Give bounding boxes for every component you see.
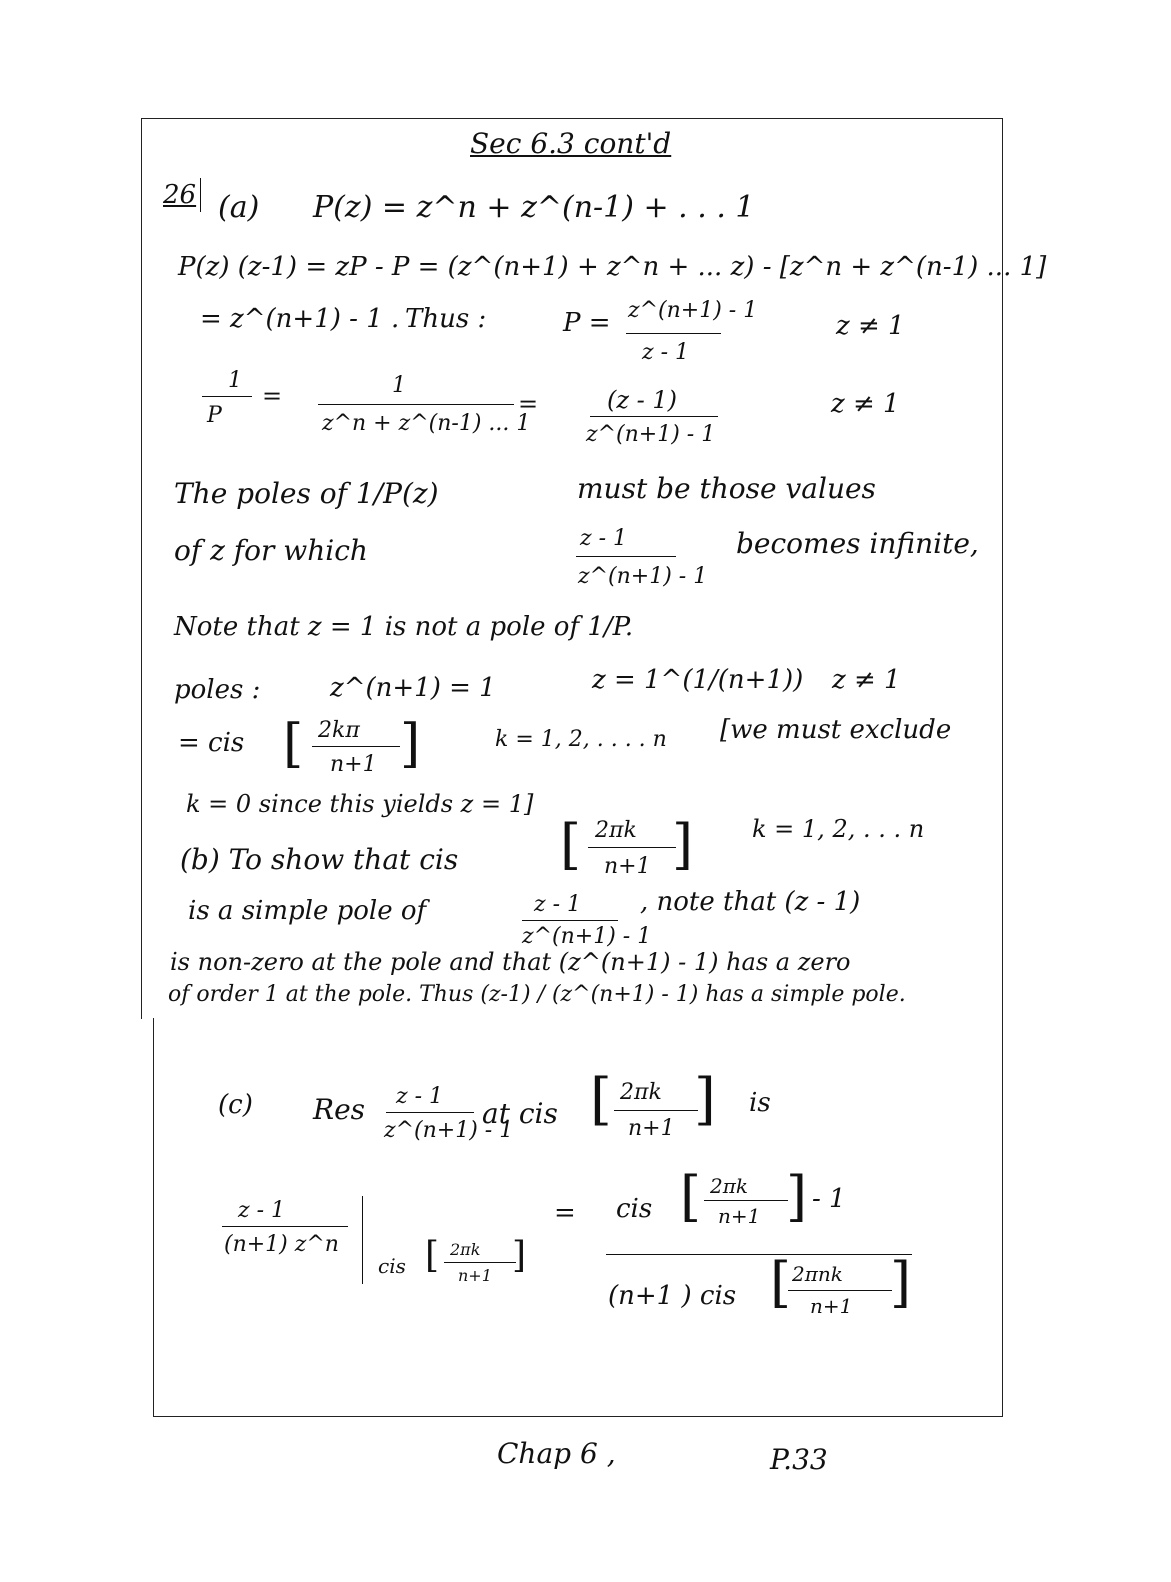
part-c-fraction-bar — [386, 1112, 474, 1113]
rhs-numerator-inner-bar — [704, 1200, 788, 1201]
reciprocal-numerator: 1 — [228, 368, 242, 393]
section-title: Sec 6.3 cont'd — [470, 127, 672, 160]
part-c-fraction-numerator: z - 1 — [396, 1084, 444, 1109]
p-fraction-denominator: z - 1 — [642, 340, 690, 365]
rhs-numerator-inner-denominator: n+1 — [718, 1204, 761, 1228]
part-b-fraction-numerator: z - 1 — [534, 892, 582, 917]
thus-label: Thus : — [405, 304, 487, 334]
evaluation-numerator: 2πk — [450, 1240, 481, 1259]
equals-sign-2: = — [518, 390, 539, 418]
poles-text-2a: of z for which — [174, 534, 368, 567]
equals-sign-1: = — [262, 382, 283, 410]
poles-label: poles : — [174, 675, 261, 705]
part-a-definition: P(z) = z^n + z^(n-1) + . . . 1 — [313, 190, 755, 225]
condition-z-ne-1-first: z ≠ 1 — [836, 311, 905, 341]
part-c-fraction-denominator: z^(n+1) - 1 — [384, 1118, 514, 1143]
cis-numerator: 2kπ — [318, 718, 360, 743]
cis-bracket-close: ] — [400, 714, 421, 774]
reciprocal-bar — [202, 396, 252, 397]
part-c-cis-bar — [614, 1110, 698, 1111]
problem-number: 26 — [163, 180, 197, 210]
evaluation-cis: cis — [378, 1254, 406, 1278]
part-c-at-cis: at cis — [482, 1097, 558, 1130]
reciprocal-denominator: P — [207, 403, 222, 428]
lhs-fraction-bar — [222, 1226, 348, 1227]
rhs-denominator-inner-denominator: n+1 — [810, 1294, 853, 1318]
part-b-cis-numerator: 2πk — [595, 818, 637, 843]
fraction2-bar — [318, 404, 514, 405]
condition-z-ne-1-third: z ≠ 1 — [832, 665, 901, 695]
part-b-cis-bar — [588, 847, 676, 848]
condition-z-ne-1-second: z ≠ 1 — [831, 389, 900, 419]
part-b-line4: of order 1 at the pole. Thus (z-1) / (z^(n+1) - 1) has a simple pole. — [168, 982, 906, 1007]
p-fraction-bar — [626, 333, 721, 334]
lhs-denominator: (n+1) z^n — [224, 1232, 339, 1257]
fraction3-denominator: z^(n+1) - 1 — [586, 422, 716, 447]
fraction3-numerator: (z - 1) — [607, 386, 678, 414]
part-b-line2b: , note that (z - 1) — [640, 887, 861, 917]
cis-denominator: n+1 — [330, 752, 377, 777]
exclude-text-1: [we must exclude — [720, 715, 952, 745]
part-b-cis-denominator: n+1 — [604, 854, 651, 879]
rhs-numerator-minus-one: - 1 — [812, 1184, 846, 1214]
cis-bar — [312, 746, 400, 747]
part-a-line3: = z^(n+1) - 1 . — [200, 304, 400, 334]
rhs-denominator-bracket-open: [ — [770, 1251, 792, 1314]
part-b-fraction-denominator: z^(n+1) - 1 — [522, 924, 652, 949]
fraction3-bar — [590, 416, 718, 417]
fraction2-numerator: 1 — [392, 373, 406, 398]
poles-text-1a: The poles of 1/P(z) — [174, 477, 439, 510]
part-b-fraction-bar — [522, 920, 618, 921]
part-a-label: (a) — [218, 190, 260, 225]
rhs-numerator-bracket-open: [ — [680, 1165, 702, 1228]
rhs-main-fraction-bar — [606, 1254, 912, 1255]
part-c-bracket-open: [ — [590, 1067, 612, 1132]
part-c-is: is — [749, 1088, 771, 1118]
part-c-cis-denominator: n+1 — [628, 1116, 675, 1141]
rhs-denominator-inner-bar — [788, 1290, 892, 1291]
rhs-denominator-inner-numerator: 2πnk — [792, 1262, 843, 1286]
fraction4-numerator: z - 1 — [580, 526, 628, 551]
part-c-bracket-close: ] — [694, 1067, 716, 1132]
rhs-numerator-bracket-close: ] — [786, 1165, 808, 1228]
evaluation-bracket-close: ] — [512, 1235, 527, 1276]
evaluation-bar — [362, 1196, 363, 1284]
part-b-line3: is non-zero at the pole and that (z^(n+1) - 1) has a zero — [170, 948, 851, 976]
rhs-numerator-inner-numerator: 2πk — [710, 1174, 748, 1198]
p-equals: P = — [563, 308, 611, 338]
poles-equation: z^(n+1) = 1 — [330, 673, 496, 703]
page-number: P.33 — [770, 1443, 828, 1476]
evaluation-denominator: n+1 — [458, 1266, 492, 1285]
evaluation-cis-bar — [444, 1262, 516, 1263]
fraction4-denominator: z^(n+1) - 1 — [578, 564, 708, 589]
rhs-denominator-bracket-close: ] — [890, 1251, 912, 1314]
note-line: Note that z = 1 is not a pole of 1/P. — [174, 612, 634, 642]
part-b-line1: (b) To show that cis — [180, 843, 459, 876]
rhs-numerator-cis: cis — [616, 1194, 653, 1224]
poles-text-2b: becomes infinite, — [736, 527, 979, 560]
lhs-numerator: z - 1 — [238, 1198, 286, 1223]
residue-label: Res — [313, 1093, 366, 1126]
part-b-bracket-open: [ — [560, 813, 582, 876]
fraction4-bar — [576, 556, 676, 557]
part-c-cis-numerator: 2πk — [620, 1080, 662, 1105]
part-b-line2a: is a simple pole of — [188, 896, 427, 926]
evaluation-bracket-open: [ — [425, 1235, 440, 1276]
part-c-equals: = — [554, 1198, 576, 1228]
z-equals-root: z = 1^(1/(n+1)) — [592, 665, 804, 695]
fraction2-denominator: z^n + z^(n-1) ... 1 — [322, 411, 531, 436]
part-c-label: (c) — [218, 1090, 253, 1120]
poles-text-1b: must be those values — [577, 472, 876, 505]
p-fraction-numerator: z^(n+1) - 1 — [628, 298, 758, 323]
part-b-k-range: k = 1, 2, . . . n — [752, 815, 925, 843]
rhs-denominator-head: (n+1 ) cis — [608, 1281, 737, 1311]
cis-equals: = cis — [178, 728, 245, 758]
chapter-label: Chap 6 , — [497, 1437, 616, 1470]
exclude-text-2: k = 0 since this yields z = 1] — [186, 790, 534, 818]
problem-number-bracket — [200, 178, 201, 212]
part-b-bracket-close: ] — [672, 813, 694, 876]
cis-bracket-open: [ — [283, 714, 304, 774]
part-a-line2: P(z) (z-1) = zP - P = (z^(n+1) + z^n + ... z) - [z^n + z^(n-1) ... 1] — [178, 252, 1047, 282]
k-range-a: k = 1, 2, . . . . n — [495, 727, 667, 752]
